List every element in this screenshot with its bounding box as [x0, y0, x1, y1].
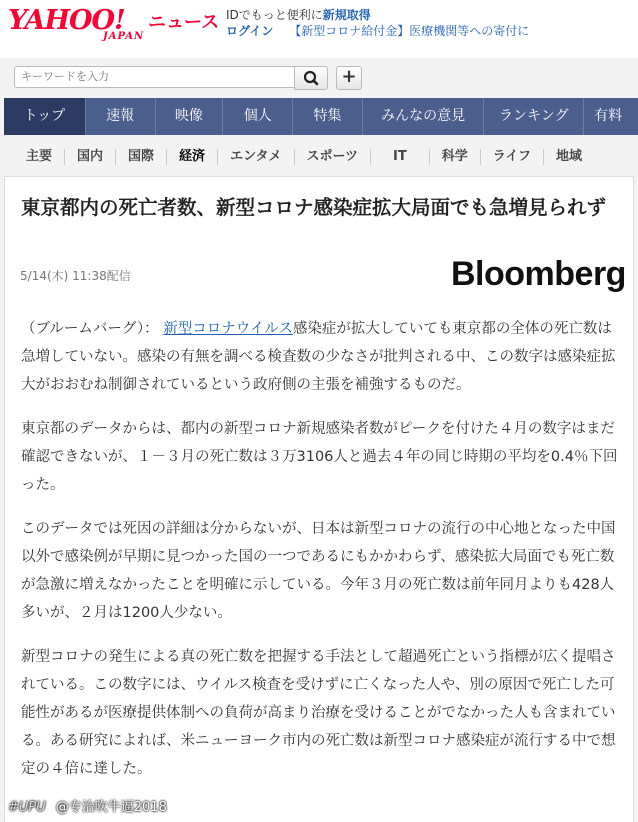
category-international[interactable]: 国際	[116, 149, 167, 165]
id-promo	[226, 6, 371, 23]
promo-link[interactable]: 【新型コロナ給付金】医療機関等への寄付に	[289, 24, 530, 38]
article	[4, 176, 634, 822]
bloomberg-logo[interactable]: Bloomberg	[451, 255, 626, 293]
article-date: 5/14(木) 11:38配信	[20, 269, 131, 283]
main-nav-video[interactable]: 映像	[156, 98, 224, 135]
main-nav-individual[interactable]: 個人	[223, 98, 293, 135]
category-nav	[4, 140, 638, 174]
add-button[interactable]	[336, 66, 362, 90]
logo-yahoo-text: YAHOO!	[8, 5, 125, 36]
id-promo-text: IDでもっと便利に	[226, 8, 323, 22]
covid-keyword-link[interactable]: 新型コロナウイルス	[163, 321, 293, 337]
main-nav-top[interactable]: トップ	[4, 98, 86, 135]
article-title: 東京都内の死亡者数、新型コロナ感染症拡大局面でも急増見られず	[21, 196, 607, 219]
search-bar	[0, 58, 638, 98]
news-section-logo[interactable]: ニュース	[148, 12, 220, 33]
site-header	[0, 0, 638, 58]
search-input[interactable]	[14, 66, 294, 88]
paragraph-prefix: （ブルームバーグ）：	[21, 321, 164, 337]
category-economy[interactable]: 経済	[167, 149, 218, 165]
plus-icon: +	[341, 66, 357, 87]
login-link[interactable]: ログイン	[226, 24, 274, 38]
yahoo-japan-logo[interactable]	[8, 6, 148, 42]
article-paragraph: 新型コロナの発生による真の死亡数を把握する手法として超過死亡という指標が広く提唱されている。この数字には、ウイルス検査を受けずに亡くなった人や、別の原因で死亡した可能性があるが医療提供体制への負荷が高まり治療を受けることがでなかった人も含まれている。ある研究によれば、米ニューヨーク市内の死亡数は新型コロナ感染症が流行する中で想定の４倍に達した。	[21, 649, 616, 777]
article-paragraph: 東京都のデータからは、都内の新型コロナ新規感染者数がピークを付けた４月の数字はまだ確認できないが、１－３月の死亡数は３万3106人と過去４年の同じ時期の平均を0.4％下回った。	[21, 421, 618, 493]
main-nav-features[interactable]: 特集	[293, 98, 363, 135]
watermark-site: #UPU	[8, 800, 46, 815]
article-paragraph: このデータでは死因の詳細は分からないが、日本は新型コロナの流行の中心地となった中国以外で感染例が早期に見つかった国の一つであるにもかかわらず、感染拡大局面でも死亡数が急激に増えなかったことを明確に示している。今年３月の死亡数は前年同月よりも428人多いが、２月は1200人少ない。	[21, 521, 616, 621]
category-main[interactable]: 主要	[4, 149, 65, 165]
category-local[interactable]: 地域	[556, 149, 583, 164]
watermark	[8, 796, 167, 815]
header-links	[226, 22, 529, 39]
search-icon	[295, 67, 327, 89]
main-nav-breaking[interactable]: 速報	[86, 98, 156, 135]
category-sports[interactable]: スポーツ	[295, 149, 371, 165]
register-link[interactable]: 新規取得	[322, 8, 371, 22]
logo-japan-text: JAPAN	[103, 31, 145, 42]
search-button[interactable]	[294, 66, 328, 90]
article-body	[21, 315, 619, 799]
article-paragraph	[21, 315, 619, 399]
paragraph-text: 感染症が拡大していても東京都の全体の死亡数は急増していない。感染の有無を調べる検査数の少なさが批判される中、この数字は感染症拡大がおおむね制御されているという政府側の主張を補強するものだ。	[21, 321, 616, 393]
watermark-user: @专治吹牛逼2018	[55, 800, 167, 815]
category-it[interactable]: IT	[371, 149, 430, 165]
category-life[interactable]: ライフ	[481, 149, 544, 165]
category-science[interactable]: 科学	[430, 149, 481, 165]
main-nav-opinions[interactable]: みんなの意見	[363, 98, 485, 135]
main-nav	[4, 98, 638, 135]
main-nav-paid[interactable]: 有料	[584, 98, 638, 135]
category-entertainment[interactable]: エンタメ	[218, 149, 294, 165]
main-nav-ranking[interactable]: ランキング	[484, 98, 584, 135]
category-domestic[interactable]: 国内	[65, 149, 116, 165]
